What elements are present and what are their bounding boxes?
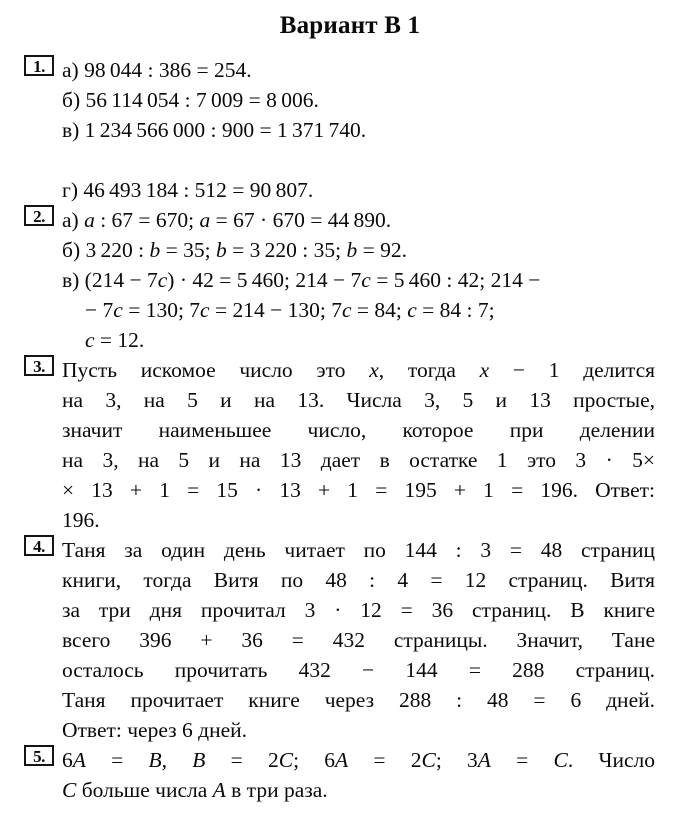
answer-line: Таня за один день читает по 144 : 3 = 48 страниц xyxy=(62,538,655,562)
answer-line: 196. xyxy=(62,508,100,532)
answer-line: б) 56 114 054 : 7 009 = 8 006. xyxy=(62,88,319,112)
answer-line: Таня прочитает книге через 288 : 48 = 6 дней. xyxy=(62,688,655,712)
answer-line: × 13 + 1 = 15 · 13 + 1 = 195 + 1 = 196. Ответ: xyxy=(62,478,655,502)
task-body xyxy=(62,355,655,535)
task-5 xyxy=(0,745,700,805)
task-body xyxy=(62,55,655,205)
task-body xyxy=(62,205,655,355)
answer-line: за три дня прочитал 3 · 12 = 36 страниц. В книге xyxy=(62,598,655,622)
task-body xyxy=(62,745,655,805)
answer-line: г) 46 493 184 : 512 = 90 807. xyxy=(62,178,314,202)
task-2 xyxy=(0,205,700,355)
answer-line: б) 3 220 : b = 35; b = 3 220 : 35; b = 92. xyxy=(62,238,408,262)
answer-line: на 3, на 5 и на 13 дает в остатке 1 это 3 · 5× xyxy=(62,448,655,472)
answer-line: − 7c = 130; 7c = 214 − 130; 7c = 84; c = 84 : 7; xyxy=(85,298,495,322)
answer-line: а) 98 044 : 386 = 254. xyxy=(62,58,252,82)
task-number-box: 1. xyxy=(24,55,54,76)
answer-line: значит наименьшее число, которое при делении xyxy=(62,418,655,442)
task-number-box: 2. xyxy=(24,205,54,226)
answer-line: в) (214 − 7c) · 42 = 5 460; 214 − 7c = 5 460 : 42; 214 − xyxy=(62,268,541,292)
answer-line: а) a : 67 = 670; a = 67 · 670 = 44 890. xyxy=(62,208,392,232)
page-title: Вариант В 1 xyxy=(279,12,421,39)
answer-line: на 3, на 5 и на 13. Числа 3, 5 и 13 простые, xyxy=(62,388,655,412)
answer-line: C больше числа A в три раза. xyxy=(62,778,328,802)
answers-list xyxy=(0,55,700,805)
answer-line: 6A = B, B = 2C; 6A = 2C; 3A = C. Число xyxy=(62,748,655,772)
task-number-box: 4. xyxy=(24,535,54,556)
answer-line: Ответ: через 6 дней. xyxy=(62,718,248,742)
task-1 xyxy=(0,55,700,205)
answer-line: c = 12. xyxy=(85,328,145,352)
answer-line: осталось прочитать 432 − 144 = 288 страниц. xyxy=(62,658,655,682)
task-number-box: 3. xyxy=(24,355,54,376)
task-number-box: 5. xyxy=(24,745,54,766)
task-3 xyxy=(0,355,700,535)
spacer-line xyxy=(62,145,655,175)
answer-line: всего 396 + 36 = 432 страницы. Значит, Тане xyxy=(62,628,655,652)
task-4 xyxy=(0,535,700,745)
task-body xyxy=(62,535,655,745)
answer-line: книги, тогда Витя по 48 : 4 = 12 страниц. Витя xyxy=(62,568,655,592)
answer-line: Пусть искомое число это x, тогда x − 1 делится xyxy=(62,358,655,382)
answer-line: в) 1 234 566 000 : 900 = 1 371 740. xyxy=(62,118,367,142)
